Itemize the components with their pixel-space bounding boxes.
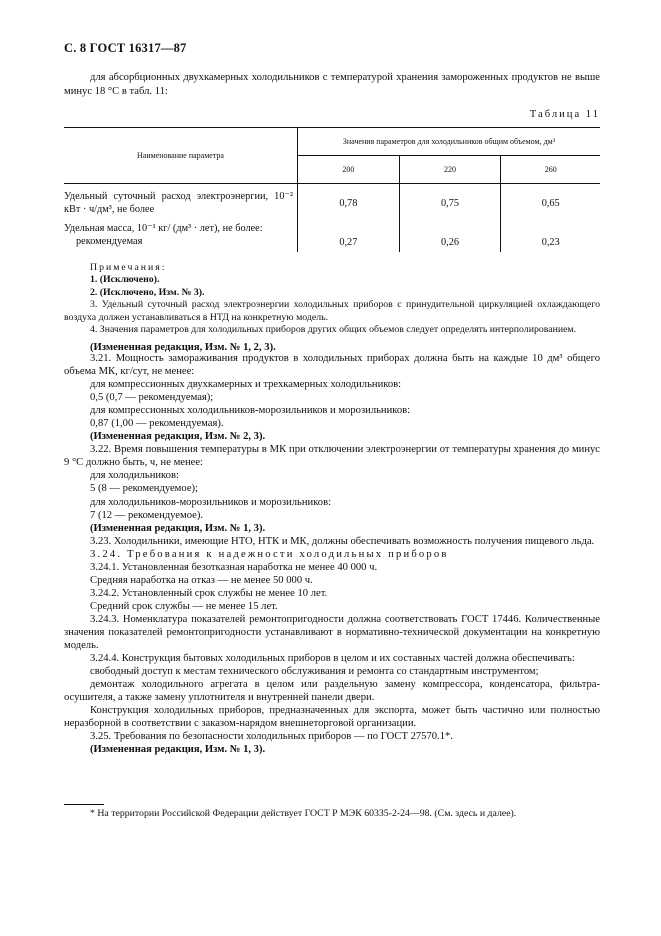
paragraph: 3.24.2. Установленный срок службы не менее 10 лет. (90, 587, 328, 599)
paragraph: Средняя наработка на отказ — не менее 50 000 ч. (90, 574, 313, 586)
note-item: 3. Удельный суточный расход электроэнергии холодильных приборов с принудительной циркуляцией охлаждающего воздуха должен устанавливаться в НТД на конкретную модель. (64, 299, 600, 323)
amendment-note: (Измененная редакция, Изм. № 1, 3). (90, 744, 266, 756)
paragraph: 3.24.4. Конструкция бытовых холодильных приборов в целом и их составных частей должна обеспечивать: (90, 653, 575, 665)
notes-title: Примечания: (90, 262, 167, 273)
note-item: 1. (Исключено). (90, 274, 160, 286)
table-row (64, 184, 600, 223)
table-cell-value: 0,78 (298, 184, 400, 223)
paragraph: для холодильников: (90, 470, 179, 482)
column-group-header: Значения параметров для холодильников общим объемом, дм³ (298, 128, 601, 156)
note-item: 4. Значения параметров для холодильных приборов других общих объемов следует определять интерполированием. (90, 324, 577, 336)
intro-text: для абсорбционных двухкамерных холодильников с температурой хранения замороженных продуктов не выше минус 18 °С в табл. 11: (64, 72, 600, 97)
paragraph: 7 (12 — рекомендуемое). (90, 509, 203, 521)
column-header-volume: 260 (501, 156, 600, 184)
paragraph: 3.23. Холодильники, имеющие НТО, НТК и МК, должны обеспечивать возможность получения пищевого льда. (90, 535, 595, 547)
paragraph: 3.24.1. Установленная безотказная наработка не менее 40 000 ч. (90, 561, 378, 573)
paragraph: 3.22. Время повышения температуры в МК при отключении электроэнергии от температуры хранения до минус 9 °С должно быть, ч, не менее: (64, 444, 600, 469)
paragraph: 5 (8 — рекомендуемое); (90, 483, 198, 495)
paragraph: 3.21. Мощность замораживания продуктов в холодильных приборах должна быть на каждые 10 дм³ общего объема МК, кг/сут, не менее: (64, 353, 600, 378)
section-heading: 3.24. Требования к надежности холодильных приборов (90, 548, 449, 560)
table-cell-value: 0,23 (541, 237, 560, 248)
paragraph: Средний срок службы — не менее 15 лет. (90, 600, 278, 612)
table-cell-value: 0,27 (298, 222, 400, 252)
table-cell-name-main: Удельная масса, 10⁻¹ кг/ (дм³ · лет), не более: (64, 223, 263, 234)
paragraph: для компрессионных двухкамерных и трехкамерных холодильников: (90, 379, 402, 391)
paragraph: 3.25. Требования по безопасности холодильных приборов — по ГОСТ 27570.1*. (90, 731, 453, 743)
table-cell-value: 0,65 (541, 197, 560, 209)
table-cell-name-sub: рекомендуемая (76, 236, 143, 247)
table-cell-name: Удельный суточный расход электроэнергии, 10⁻² кВт · ч/дм³, не более (64, 184, 298, 223)
column-header-volume: 200 (298, 156, 400, 184)
paragraph: 3.24.3. Номенклатура показателей ремонтопригодности должна соответствовать ГОСТ 17446. Количественные значения показателей ремонтопригодности устанавливают в нормативно-технической документации на конкретную модель. (64, 613, 600, 652)
column-header-volume: 220 (399, 156, 501, 184)
paragraph: свободный доступ к местам технического обслуживания и ремонта со стандартным инструментом; (90, 666, 539, 678)
intro-paragraph (64, 71, 600, 99)
table-row (64, 222, 600, 252)
parameters-table (64, 127, 600, 252)
table-cell-value: 0,26 (399, 222, 501, 252)
paragraph: демонтаж холодильного агрегата в целом или раздельную замену компрессора, конденсатора, фильтра-осушителя, а также замену уплотнителя и внутренней панели двери. (64, 679, 600, 704)
paragraph: для холодильников-морозильников и морозильников: (90, 496, 332, 508)
paragraph: Конструкция холодильных приборов, предназначенных для экспорта, может быть частично или полностью неразборной в соответствии с заказом-нарядом внешнеторговой организации. (64, 705, 600, 730)
note-item: 2. (Исключено, Изм. № 3). (90, 286, 205, 298)
footnote-divider (64, 804, 104, 805)
paragraph: 0,5 (0,7 — рекомендуемая); (90, 392, 214, 404)
table-caption: Таблица 11 (529, 109, 600, 120)
amendment-note: (Измененная редакция, Изм. № 1, 3). (90, 522, 266, 534)
amendment-note: (Измененная редакция, Изм. № 2, 3). (90, 431, 266, 443)
page-header: С. 8 ГОСТ 16317—87 (64, 41, 187, 55)
table-cell-name (64, 222, 298, 252)
table-cell-value: 0,75 (399, 184, 501, 223)
paragraph: для компрессионных холодильников-морозильников и морозильников: (90, 405, 411, 417)
body-text (64, 340, 600, 756)
footnote: * На территории Российской Федерации действует ГОСТ Р МЭК 60335-2-24—98. (См. здесь и далее). (90, 808, 517, 819)
amendment-note: (Измененная редакция, Изм. № 1, 2, 3). (90, 342, 276, 354)
paragraph: 0,87 (1,00 — рекомендуемая). (90, 418, 224, 430)
column-header-name: Наименование параметра (64, 128, 298, 184)
